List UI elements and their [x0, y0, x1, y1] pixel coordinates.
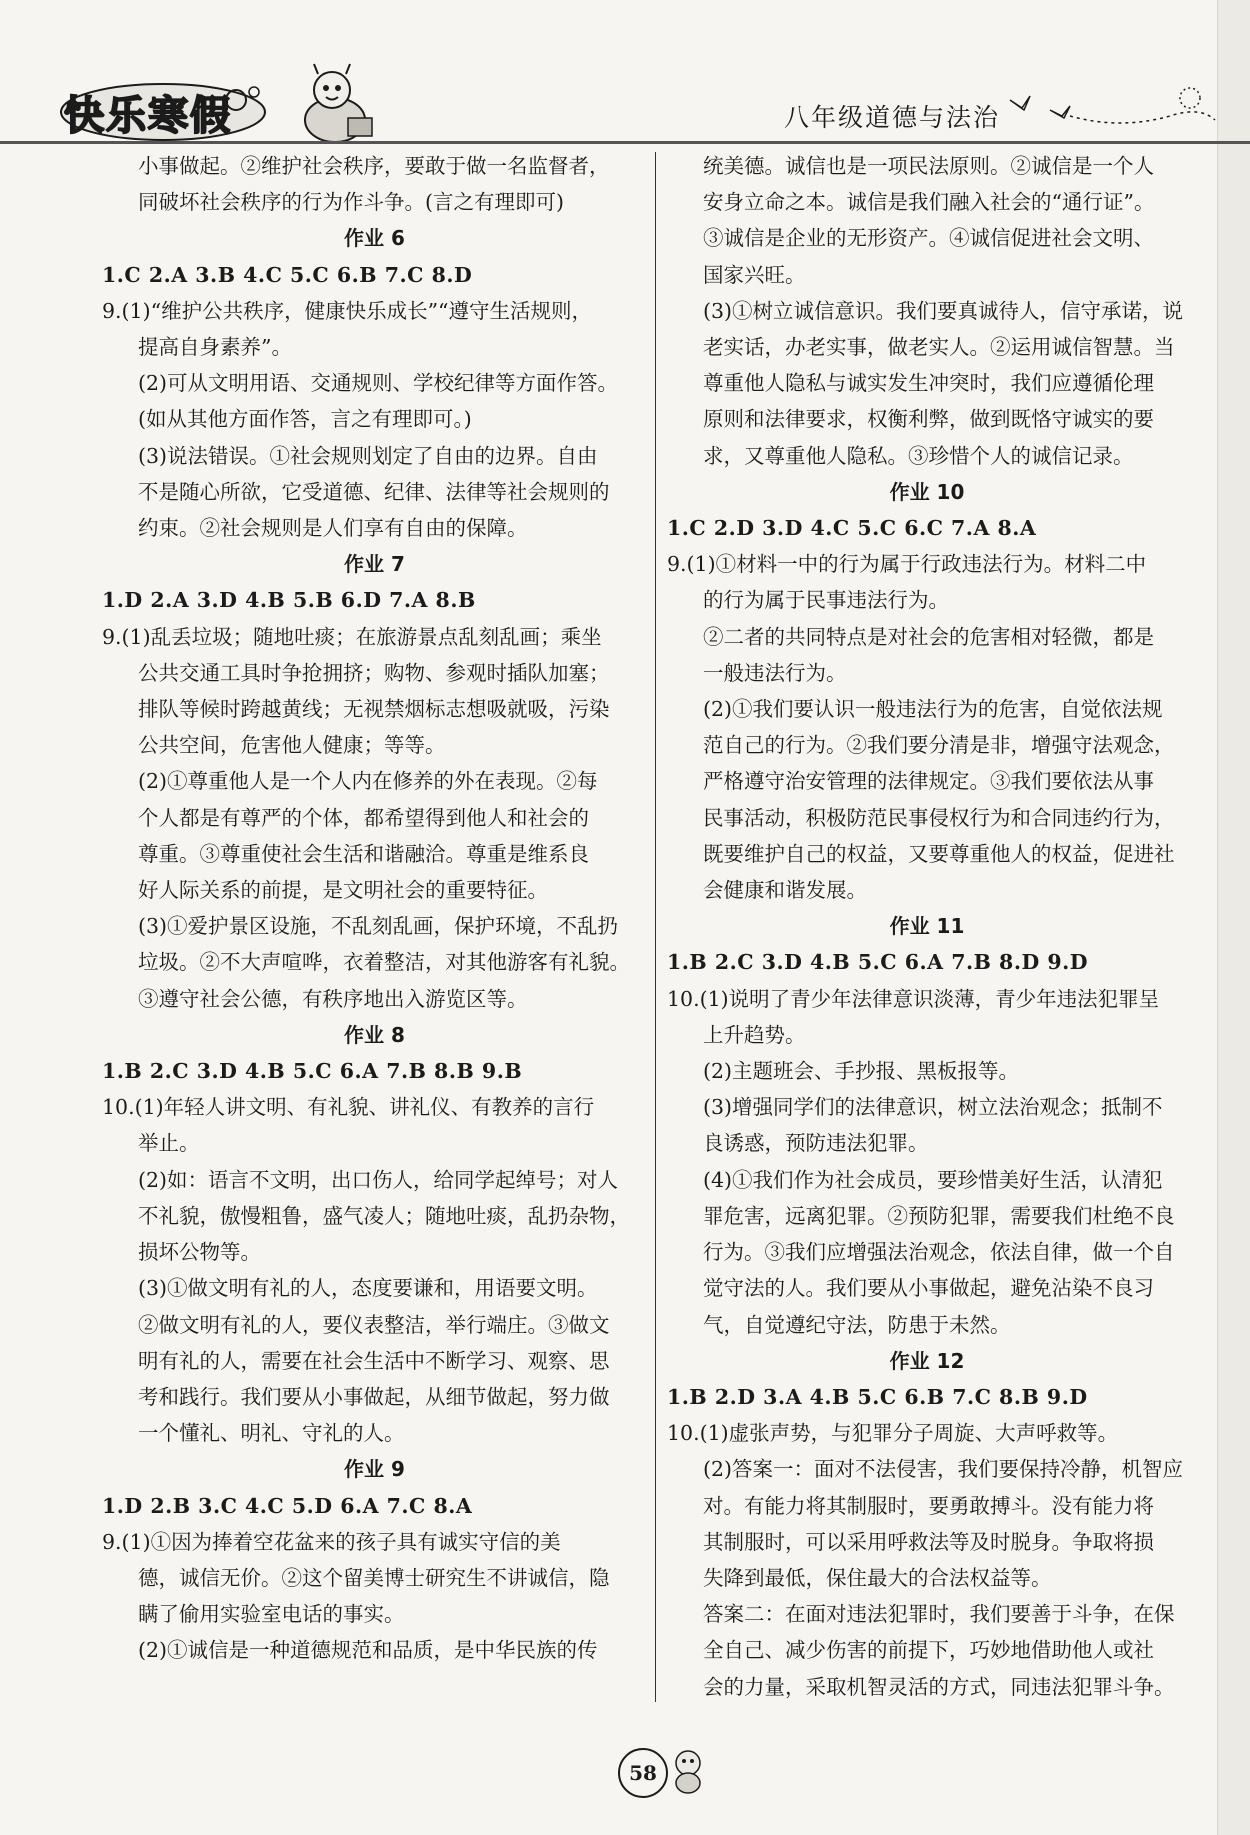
choice-answers: 1.C 2.A 3.B 4.C 5.C 6.B 7.C 8.D: [102, 262, 473, 287]
answer-line: 对。有能力将其制服时，要勇敢搏斗。没有能力将: [703, 1493, 1154, 1518]
answer-line: (3)增强同学们的法律意识，树立法治观念；抵制不: [703, 1095, 1163, 1120]
answer-line: 考和践行。我们要从小事做起，从细节做起，努力做: [138, 1384, 610, 1409]
answer-line: 统美德。诚信也是一项民法原则。②诚信是一个人: [703, 154, 1154, 178]
answer-line: 9.(1)乱丢垃圾；随地吐痰；在旅游景点乱刻乱画；乘坐: [102, 624, 602, 649]
answer-line: 一个懂礼、明礼、守礼的人。: [138, 1421, 405, 1446]
answer-line: 良诱惑，预防违法犯罪。: [703, 1131, 929, 1156]
section-heading: 作业 7: [344, 552, 405, 577]
answer-line: 失降到最低，保住最大的合法权益等。: [703, 1565, 1052, 1590]
answer-line: 好人际关系的前提，是文明社会的重要特征。: [138, 878, 548, 903]
section-heading: 作业 11: [889, 914, 965, 939]
section-heading: 作业 12: [889, 1348, 965, 1373]
page-edge: [1217, 0, 1250, 1835]
answer-line: 罪危害，远离犯罪。②预防犯罪，需要我们杜绝不良: [703, 1203, 1175, 1228]
answer-line: 提高自身素养”。: [138, 335, 292, 360]
choice-answers: 1.D 2.A 3.D 4.B 5.B 6.D 7.A 8.B: [102, 588, 476, 613]
choice-answers: 1.B 2.C 3.D 4.B 5.C 6.A 7.B 8.B 9.B: [102, 1059, 523, 1084]
page-header: [0, 0, 1250, 150]
answer-line: 一般违法行为。: [703, 660, 847, 685]
answer-line: 德，诚信无价。②这个留美博士研究生不讲诚信，隐: [138, 1565, 610, 1590]
answer-line: 瞒了偷用实验室电话的事实。: [138, 1602, 405, 1627]
answer-line: 的行为属于民事违法行为。: [703, 588, 949, 613]
answer-line: 答案二：在面对违法犯罪时，我们要善于斗争，在保: [703, 1602, 1175, 1627]
answer-line: 气，自觉遵纪守法，防患于未然。: [703, 1312, 1011, 1337]
logo-text: 快乐寒假: [64, 93, 232, 139]
answer-line: ③诚信是企业的无形资产。④诚信促进社会文明、: [703, 226, 1154, 251]
header-rule: [0, 141, 1250, 144]
answer-line: 损坏公物等。: [138, 1240, 261, 1265]
answer-line: 不礼貌，傲慢粗鲁，盛气凌人；随地吐痰，乱扔杂物，: [138, 1203, 630, 1228]
section-heading: 作业 10: [889, 479, 965, 504]
answer-line: (2)①我们要认识一般违法行为的危害，自觉依法规: [703, 697, 1163, 722]
answer-line: ②二者的共同特点是对社会的危害相对轻微，都是: [703, 624, 1154, 649]
answer-line: 个人都是有尊严的个体，都希望得到他人和社会的: [138, 805, 589, 830]
answer-line: 严格遵守治安管理的法律规定。③我们要依法从事: [703, 769, 1154, 794]
answer-line: 范自己的行为。②我们要分清是非，增强守法观念，: [703, 733, 1175, 758]
answer-line: ②做文明有礼的人，要仪表整洁，举行端庄。③做文: [138, 1312, 610, 1337]
answer-line: 会的力量，采取机智灵活的方式，同违法犯罪斗争。: [703, 1674, 1175, 1699]
answer-line: (3)①做文明有礼的人，态度要谦和，用语要文明。: [138, 1276, 598, 1301]
answer-line: (2)如：语言不文明，出口伤人，给同学起绰号；对人: [138, 1167, 619, 1192]
answer-line: 民事活动，积极防范民事侵权行为和合同违约行为，: [703, 805, 1175, 830]
answer-line: 其制服时，可以采用呼救法等及时脱身。争取将损: [703, 1529, 1154, 1554]
answer-line: 公共空间，危害他人健康；等等。: [138, 733, 446, 758]
choice-answers: 1.C 2.D 3.D 4.C 5.C 6.C 7.A 8.A: [667, 516, 1037, 541]
answer-line: 安身立命之本。诚信是我们融入社会的“通行证”。: [703, 190, 1155, 215]
answer-line: (如从其他方面作答，言之有理即可。): [138, 407, 472, 432]
answer-line: 会健康和谐发展。: [703, 878, 867, 903]
answer-line: 小事做起。②维护社会秩序，要敢于做一名监督者，: [138, 154, 610, 178]
answer-line: 公共交通工具时争抢拥挤；购物、参观时插队加塞；: [138, 660, 610, 685]
answer-line: 10.(1)年轻人讲文明、有礼貌、讲礼仪、有教养的言行: [102, 1095, 595, 1120]
answer-line: 上升趋势。: [703, 1022, 806, 1047]
answer-line: 明有礼的人，需要在社会生活中不断学习、观察、思: [138, 1348, 610, 1373]
answer-line: 9.(1)①因为捧着空花盆来的孩子具有诚实守信的美: [102, 1529, 561, 1554]
answer-line: 10.(1)说明了青少年法律意识淡薄，青少年违法犯罪呈: [667, 986, 1160, 1011]
answer-line: 尊重他人隐私与诚实发生冲突时，我们应遵循伦理: [703, 371, 1154, 396]
answer-line: 老实话，办老实事，做老实人。②运用诚信智慧。当: [703, 335, 1175, 360]
section-heading: 作业 8: [344, 1022, 405, 1047]
answer-line: 9.(1)“维护公共秩序，健康快乐成长”“遵守生活规则，: [102, 298, 593, 323]
answer-line: 约束。②社会规则是人们享有自由的保障。: [138, 516, 528, 541]
column-divider: [655, 152, 656, 1702]
mascot-small-icon: [668, 1745, 708, 1795]
answer-line: ③遵守社会公德，有秩序地出入游览区等。: [138, 986, 528, 1011]
answer-line: 全自己、减少伤害的前提下，巧妙地借助他人或社: [703, 1638, 1154, 1663]
right-column: [667, 148, 1187, 1705]
answer-line: 垃圾。②不大声喧哗，衣着整洁，对其他游客有礼貌。: [138, 950, 630, 975]
choice-answers: 1.D 2.B 3.C 4.C 5.D 6.A 7.C 8.A: [102, 1493, 473, 1518]
choice-answers: 1.B 2.D 3.A 4.B 5.C 6.B 7.C 8.B 9.D: [667, 1384, 1088, 1409]
answer-line: (3)说法错误。①社会规则划定了自由的边界。自由: [138, 443, 598, 468]
answer-line: 觉守法的人。我们要从小事做起，避免沾染不良习: [703, 1276, 1154, 1301]
answer-line: (3)①爱护景区设施，不乱刻乱画，保护环境，不乱扔: [138, 914, 619, 939]
answer-line: 尊重。③尊重使社会生活和谐融洽。尊重是维系良: [138, 841, 589, 866]
page-number: 58: [618, 1748, 668, 1798]
mascot-icon: [290, 62, 380, 146]
answer-line: 10.(1)虚张声势，与犯罪分子周旋、大声呼救等。: [667, 1421, 1119, 1446]
answer-line: 举止。: [138, 1131, 200, 1156]
answer-line: (4)①我们作为社会成员，要珍惜美好生活，认清犯: [703, 1167, 1163, 1192]
section-heading: 作业 6: [344, 226, 405, 251]
answer-line: (3)①树立诚信意识。我们要真诚待人，信守承诺，说: [703, 298, 1184, 323]
answer-line: (2)主题班会、手抄报、黑板报等。: [703, 1059, 1020, 1084]
answer-line: 既要维护自己的权益，又要尊重他人的权益，促进社: [703, 841, 1175, 866]
bird-decoration-icon: [1000, 80, 1230, 130]
choice-answers: 1.B 2.C 3.D 4.B 5.C 6.A 7.B 8.D 9.D: [667, 950, 1089, 975]
answer-line: 求，又尊重他人隐私。③珍惜个人的诚信记录。: [703, 443, 1134, 468]
section-heading: 作业 9: [344, 1457, 405, 1482]
subject-title: 八年级道德与法治: [783, 103, 1000, 132]
left-column: [102, 148, 647, 1669]
answer-line: (2)可从文明用语、交通规则、学校纪律等方面作答。: [138, 371, 619, 396]
answer-line: 行为。③我们应增强法治观念，依法自律，做一个自: [703, 1240, 1175, 1265]
answer-line: 排队等候时跨越黄线；无视禁烟标志想吸就吸，污染: [138, 697, 610, 722]
answer-line: 9.(1)①材料一中的行为属于行政违法行为。材料二中: [667, 552, 1147, 577]
answer-line: (2)①诚信是一种道德规范和品质，是中华民族的传: [138, 1638, 598, 1663]
answer-line: (2)①尊重他人是一个人内在修养的外在表现。②每: [138, 769, 598, 794]
answer-line: 原则和法律要求，权衡利弊，做到既恪守诚实的要: [703, 407, 1154, 432]
answer-line: (2)答案一：面对不法侵害，我们要保持冷静，机智应: [703, 1457, 1184, 1482]
answer-line: 国家兴旺。: [703, 262, 806, 287]
answer-line: 同破坏社会秩序的行为作斗争。(言之有理即可): [138, 190, 564, 215]
answer-line: 不是随心所欲，它受道德、纪律、法律等社会规则的: [138, 479, 610, 504]
